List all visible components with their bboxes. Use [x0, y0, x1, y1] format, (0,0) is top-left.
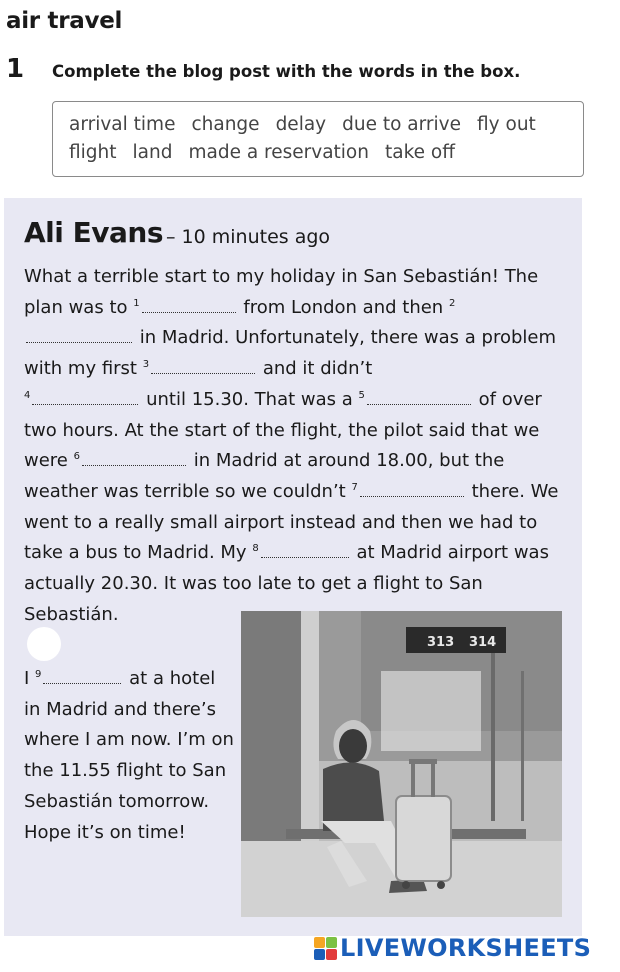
word-box-item: land: [132, 142, 173, 163]
answer-blank-7[interactable]: [360, 480, 464, 497]
blank-number: 3: [142, 359, 150, 371]
blank-number: 4: [24, 389, 31, 401]
post-text: in Madrid. Unfortunately, there was a problem with my first: [24, 327, 557, 380]
post-author: Ali Evans: [24, 216, 163, 249]
word-box-item: change: [191, 114, 260, 135]
blank-number: 8: [252, 543, 259, 555]
word-box-item: take off: [384, 142, 455, 163]
post-text: at a hotel in Madrid and there’s where I am now. I’m on the 11.55 flight to San Sebastián tomorrow. Hope it’s on time!: [24, 668, 234, 843]
post-text: I: [24, 668, 30, 689]
logo-mark-icon: [314, 937, 337, 960]
blank-number: 6: [73, 451, 80, 463]
gate-sign-314: 314: [469, 635, 497, 650]
post-text: from London and then: [243, 296, 444, 318]
answer-blank-6[interactable]: [82, 449, 186, 466]
post-text: until 15.30. That was a: [146, 388, 353, 410]
post-body: [24, 262, 564, 630]
liveworksheets-logo: [314, 934, 591, 962]
blank-number: 9: [35, 669, 42, 680]
post-text: What a terrible start to my holiday in San Sebastián! The plan was to: [24, 266, 539, 318]
logo-text: LIVEWORKSHEETS: [340, 934, 592, 962]
blank-number: 1: [133, 297, 140, 309]
blank-number: 7: [351, 481, 358, 493]
answer-blank-4[interactable]: [32, 388, 138, 405]
answer-blank-2[interactable]: [26, 326, 132, 343]
word-box-item: flight: [69, 142, 117, 163]
answer-blank-9[interactable]: [43, 667, 121, 684]
answer-blank-8[interactable]: [261, 541, 349, 558]
answer-blank-5[interactable]: [367, 388, 471, 405]
post-text: of over two hours. At the start of the flight, the pilot said that we were: [24, 388, 542, 472]
exercise-number: 1: [6, 54, 25, 84]
blank-number: 5: [358, 389, 365, 401]
word-box-item: arrival time: [69, 114, 176, 135]
word-box-item: due to arrive: [342, 114, 462, 135]
answer-blank-3[interactable]: [151, 357, 255, 374]
post-text: in Madrid at around 18.00, but the weather was terrible so we couldn’t: [24, 450, 505, 502]
airport-photo: [241, 611, 562, 917]
post-text: and it didn’t: [262, 358, 373, 380]
post-time: – 10 minutes ago: [166, 226, 331, 248]
word-box: [52, 101, 584, 177]
word-box-item: fly out: [477, 114, 536, 135]
post-text: at Madrid airport was actually 20.30. It was too late to get a flight to San Sebastián.: [24, 542, 549, 625]
decorative-circle: [27, 627, 61, 661]
gate-sign-313: 313: [427, 635, 455, 650]
exercise-instruction: Complete the blog post with the words in the box.: [52, 62, 521, 81]
blank-number: 2: [448, 297, 456, 309]
word-box-item: made a reservation: [188, 142, 369, 163]
post-text: there. We went to a really small airport instead and then we had to take a bus to Madrid. My: [24, 480, 559, 564]
section-title: air travel: [6, 8, 123, 34]
post-body-continued: [24, 664, 234, 848]
word-box-item: delay: [275, 114, 327, 135]
answer-blank-1[interactable]: [142, 296, 236, 313]
